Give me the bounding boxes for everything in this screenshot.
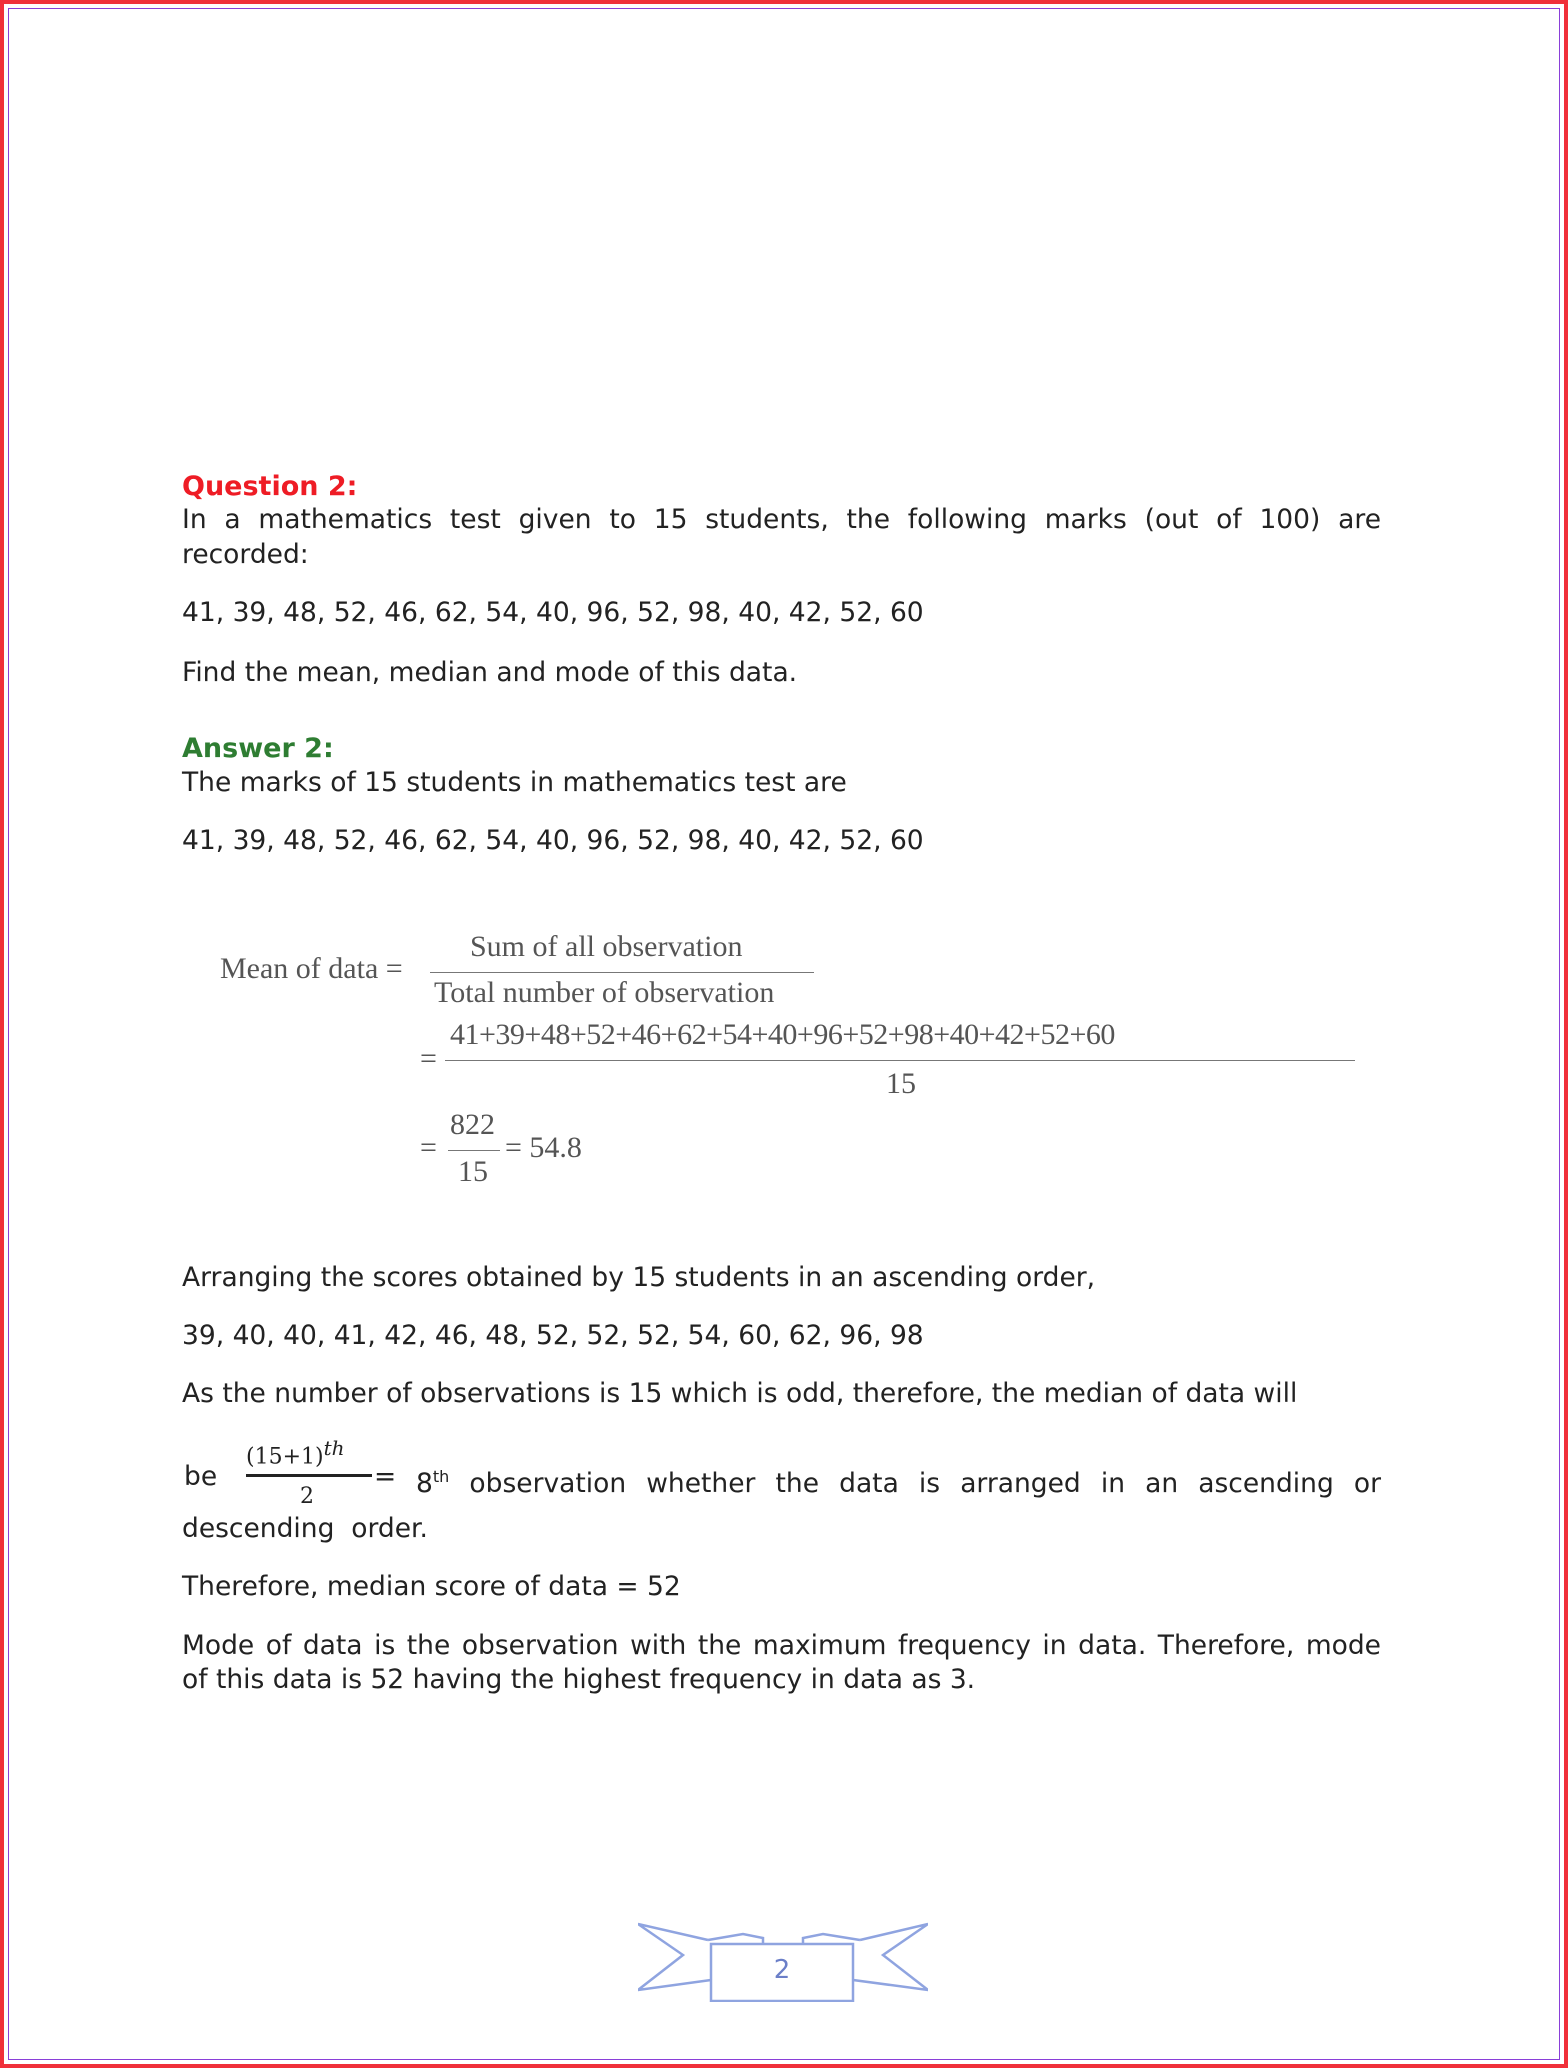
fraction-bar [445, 1060, 1355, 1061]
mode-line-1: Mode of data is the observation with the maximum frequency in data. Therefore, mode [182, 1630, 1381, 1661]
median-fraction-sup: th [323, 1436, 345, 1460]
eighth-number: 8 [416, 1467, 433, 1499]
median-result: Therefore, median score of data = 52 [182, 1571, 681, 1602]
total-value: 822 [450, 1108, 495, 1141]
median-end: descending order. [182, 1513, 428, 1544]
fraction-bar [430, 972, 814, 973]
eighth-sup: th [432, 1467, 450, 1486]
answer-heading: Answer 2: [182, 733, 334, 764]
arranging-text: Arranging the scores obtained by 15 students in an ascending order, [182, 1262, 1096, 1293]
equals-sign: = [420, 1042, 437, 1075]
count-value: 15 [458, 1155, 488, 1188]
question-line-2: recorded: [182, 539, 309, 570]
sum-numerator: 41+39+48+52+46+62+54+40+96+52+98+40+42+52+60 [450, 1018, 1115, 1051]
fraction-bar [448, 1150, 500, 1151]
answer-intro: The marks of 15 students in mathematics test are [182, 767, 847, 798]
question-line-1: In a mathematics test given to 15 students, the following marks (out of 100) are [182, 504, 1381, 535]
median-observation-line [416, 1459, 1381, 1502]
mode-line-2: of this data is 52 having the highest frequency in data as 3. [182, 1664, 976, 1695]
median-fraction-num-text: (15+1) [246, 1444, 324, 1470]
equals-sign: = [420, 1131, 437, 1164]
mean-label: Mean of data = [220, 952, 403, 985]
sorted-marks: 39, 40, 40, 41, 42, 46, 48, 52, 52, 52, 54, 60, 62, 96, 98 [182, 1320, 924, 1351]
mean-result: = 54.8 [505, 1131, 582, 1164]
answer-marks: 41, 39, 48, 52, 46, 62, 54, 40, 96, 52, 98, 40, 42, 52, 60 [182, 825, 924, 856]
be-text: be [184, 1461, 218, 1492]
sum-denominator: 15 [886, 1067, 916, 1100]
mean-denominator: Total number of observation [434, 976, 775, 1009]
median-intro: As the number of observations is 15 which is odd, therefore, the median of data will [182, 1378, 1298, 1409]
fraction-bar [246, 1474, 372, 1477]
median-rest: observation whether the data is arranged in an ascending or [469, 1467, 1381, 1499]
page-number: 2 [773, 1955, 791, 1985]
question-heading: Question 2: [182, 471, 358, 502]
question-marks: 41, 39, 48, 52, 46, 62, 54, 40, 96, 52, 98, 40, 42, 52, 60 [182, 597, 924, 628]
mean-numerator: Sum of all observation [470, 930, 743, 963]
equals-sign: = [374, 1461, 397, 1492]
median-fraction-denominator: 2 [300, 1484, 314, 1509]
question-task: Find the mean, median and mode of this data. [182, 657, 798, 688]
median-fraction-numerator [246, 1436, 345, 1469]
